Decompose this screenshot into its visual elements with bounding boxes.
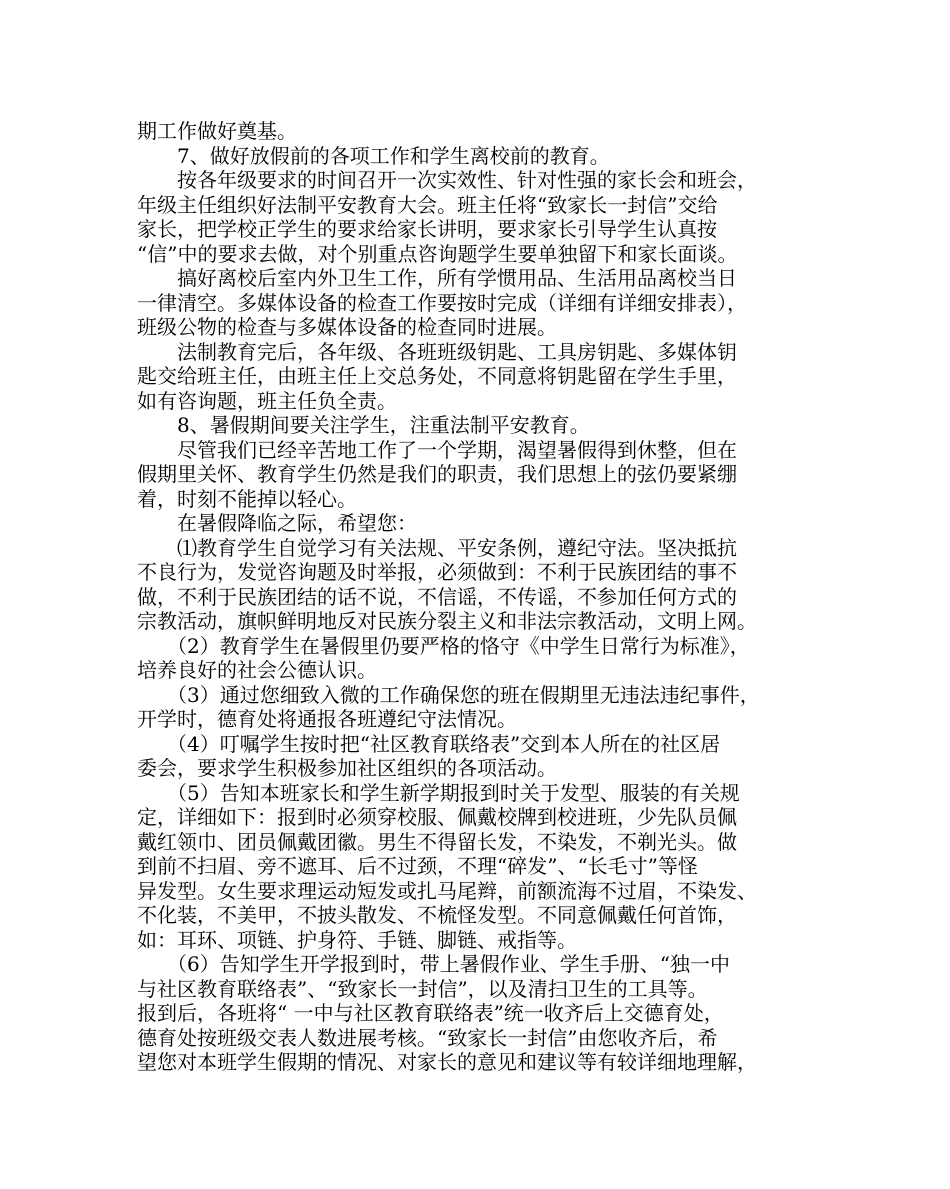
text-line: （5）告知本班家长和学生新学期报到时关于发型、服装的有关规 xyxy=(137,780,740,805)
text-line: 如：耳环、项链、护身符、手链、脚链、戒指等。 xyxy=(137,927,577,952)
paragraph-p13 xyxy=(137,781,827,953)
text-line: 不化装，不美甲，不披头散发、不梳怪发型。不同意佩戴任何首饰， xyxy=(137,903,737,927)
text-line: 戴红领巾、团员佩戴团徽。男生不得留长发，不染发，不剃光头。做 xyxy=(137,829,737,854)
text-line: 尽管我们已经辛苦地工作了一个学期，渴望暑假得到休整，但在 xyxy=(137,437,737,462)
text-line: 8、暑假期间要关注学生，注重法制平安教育。 xyxy=(137,413,590,437)
text-line: 一律清空。多媒体设备的检查工作要按时完成（详细有详细安排表）， xyxy=(137,290,747,315)
text-line: （6）告知学生开学报到时，带上暑假作业、学生手册、“独一中 xyxy=(137,952,730,976)
paragraph-p05 xyxy=(137,340,827,414)
text-line: 定，详细如下：报到时必须穿校服、佩戴校牌到校进班，少先队员佩 xyxy=(137,805,737,829)
text-line: 家长，把学校正学生的要求给家长讲明，要求家长引导学生认真按 xyxy=(137,217,717,241)
paragraph-p01 xyxy=(137,119,827,144)
paragraph-p08 xyxy=(137,511,827,536)
text-line: 望您对本班学生假期的情况、对家长的意见和建议等有较详细地理解， xyxy=(137,1050,757,1074)
text-line: 期工作做好奠基。 xyxy=(137,119,297,143)
text-line: 到前不扫眉、旁不遮耳、后不过颈，不理“碎发”、“长毛寸”等怪 xyxy=(137,854,698,878)
paragraph-p04 xyxy=(137,266,827,340)
paragraph-p14 xyxy=(137,952,827,1075)
paragraph-p10 xyxy=(137,634,827,683)
text-line: 宗教活动，旗帜鲜明地反对民族分裂主义和非法宗教活动，文明上网。 xyxy=(137,609,757,633)
paragraph-p11 xyxy=(137,683,827,732)
paragraph-p02 xyxy=(137,144,827,169)
paragraph-p03 xyxy=(137,168,827,266)
paragraph-p09 xyxy=(137,536,827,634)
text-line: 匙交给班主任，由班主任上交总务处，不同意将钥匙留在学生手里， xyxy=(137,364,737,388)
text-line: 不良行为，发觉咨询题及时举报，必须做到：不利于民族团结的事不 xyxy=(137,560,737,584)
text-line: 搞好离校后室内外卫生工作，所有学惯用品、生活用品离校当日 xyxy=(137,266,737,290)
text-line: 与社区教育联络表”、“致家长一封信”，以及清扫卫生的工具等。 xyxy=(137,976,708,1001)
text-line: 法制教育完后，各年级、各班班级钥匙、工具房钥匙、多媒体钥 xyxy=(137,339,737,364)
text-line: （2）教育学生在暑假里仍要严格的恪守《中学生日常行为标准》， xyxy=(137,633,750,658)
text-line: 开学时，德育处将通报各班遵纪守法情况。 xyxy=(137,707,517,731)
text-line: 如有咨询题，班主任负全责。 xyxy=(137,388,397,413)
text-line: 异发型。女生要求理运动短发或扎马尾辫，前额流海不过眉，不染发、 xyxy=(137,878,757,903)
text-line: 委会，要求学生积极参加社区组织的各项活动。 xyxy=(137,756,557,780)
text-line: （4）叮嘱学生按时把“社区教育联络表”交到本人所在的社区居 xyxy=(137,731,721,756)
text-line: 假期里关怀、教育学生仍然是我们的职责，我们思想上的弦仍要紧绷 xyxy=(137,462,737,486)
text-line: 报到后，各班将“ 一中与社区教育联络表”统一收齐后上交德育处， xyxy=(137,1001,724,1025)
text-line: ⑴教育学生自觉学习有关法规、平安条例，遵纪守法。坚决抵抗 xyxy=(137,535,737,560)
text-line: 培养良好的社会公德认识。 xyxy=(137,658,377,682)
text-line: 班级公物的检查与多媒体设备的检查同时进展。 xyxy=(137,315,557,339)
paragraph-p06 xyxy=(137,413,827,438)
document-body xyxy=(137,119,827,1075)
text-line: 按各年级要求的时间召开一次实效性、针对性强的家长会和班会， xyxy=(137,168,757,192)
text-line: （3）通过您细致入微的工作确保您的班在假期里无违法违纪事件， xyxy=(137,682,760,707)
text-line: 7、做好放假前的各项工作和学生离校前的教育。 xyxy=(137,143,610,168)
paragraph-p07 xyxy=(137,438,827,512)
text-line: 在暑假降临之际，希望您： xyxy=(137,511,417,535)
text-line: “信”中的要求去做，对个别重点咨询题学生要单独留下和家长面谈。 xyxy=(137,241,738,266)
paragraph-p12 xyxy=(137,732,827,781)
text-line: 做，不利于民族团结的话不说，不信谣，不传谣，不参加任何方式的 xyxy=(137,584,737,609)
text-line: 德育处按班级交表人数进展考核。“致家长一封信”由您收齐后，希 xyxy=(137,1025,718,1050)
text-line: 着，时刻不能掉以轻心。 xyxy=(137,486,357,511)
text-line: 年级主任组织好法制平安教育大会。班主任将“致家长一封信”交给 xyxy=(137,192,718,217)
